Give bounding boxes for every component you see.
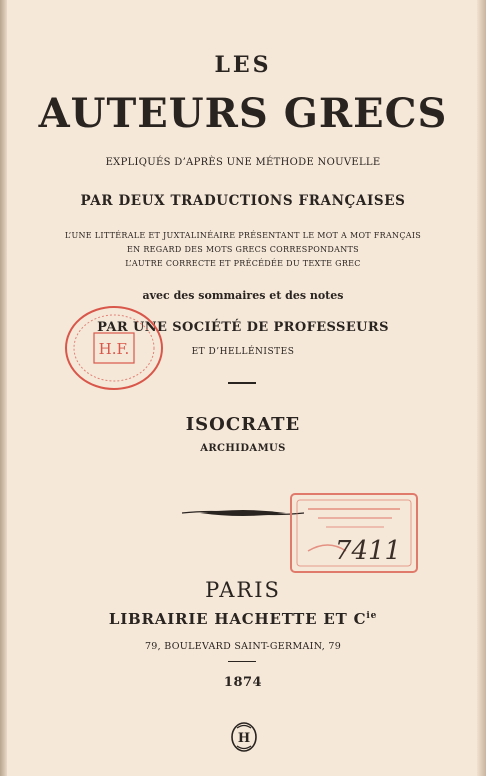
publisher-monogram-icon [228, 720, 260, 754]
title-les: LES [214, 52, 272, 78]
description-line-3: L’AUTRE CORRECTE ET PRÉCÉDÉE DU TEXTE GREC [125, 259, 361, 268]
subtitle-two-translations: PAR DEUX TRADUCTIONS FRANÇAISES [80, 193, 406, 209]
divider-rule [228, 382, 256, 384]
library-stamp-icon [60, 302, 168, 394]
work-title: ARCHIDAMUS [200, 443, 286, 454]
society-line: PAR UNE SOCIÉTÉ DE PROFESSEURS [97, 320, 389, 335]
hellenists-line: ET D’HELLÉNISTES [191, 347, 295, 357]
address-rule [228, 661, 256, 662]
author-name: ISOCRATE [185, 414, 301, 435]
inventory-number: 7411 [334, 536, 402, 566]
description-line-2: EN REGARD DES MOTS GRECS CORRESPONDANTS [127, 245, 359, 254]
description-line-1: L’UNE LITTÉRALE ET JUXTALINÉAIRE PRÉSENTANT LE MOT A MOT FRANÇAIS [64, 231, 422, 240]
publisher-address: 79, BOULEVARD SAINT-GERMAIN, 79 [144, 641, 342, 652]
inventory-stamp-icon [288, 491, 420, 575]
subtitle-explained: EXPLIQUÉS D’APRÈS UNE MÉTHODE NOUVELLE [105, 157, 381, 168]
publication-year: 1874 [223, 675, 263, 690]
city: PARIS [205, 578, 281, 602]
publisher [0, 610, 486, 628]
library-stamp-text: H.F. [98, 340, 130, 358]
monogram-letter: H [237, 731, 251, 746]
notes-line: avec des sommaires et des notes [142, 289, 344, 302]
publisher-name: LIBRAIRIE HACHETTE ET C [108, 610, 367, 628]
publisher-superscript: ie [366, 611, 378, 621]
main-title: AUTEURS GRECS [38, 90, 448, 137]
